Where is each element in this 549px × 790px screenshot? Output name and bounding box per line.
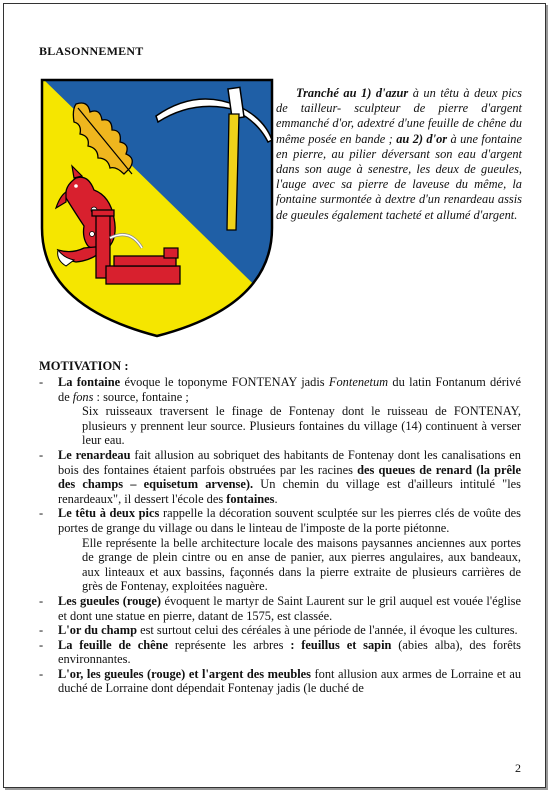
- bullet-dash: -: [39, 666, 44, 681]
- term: Les gueules (rouge): [58, 593, 162, 608]
- list-item-meubles: - L'or, les gueules (rouge) et l'argent des meubles font allusion aux armes de Lorraine et au duché de Lorraine dont dépendait Fontenay jadis (le duché de: [39, 666, 522, 696]
- term: La fontaine: [58, 375, 121, 389]
- bullet-dash: -: [39, 506, 44, 521]
- term: L'or du champ: [58, 623, 137, 638]
- motivation-list: [39, 375, 521, 696]
- page-number: 2: [515, 761, 521, 775]
- sub-paragraph: Elle représente la belle architecture locale des maisons paysannes anciennes aux portes de grange de plein cintre ou en anse de panier, aux pierres angulaires, aux bandeaux, aux linteaux et aux bassins, façonnés dans la pierre extraite de plusieurs carrières de grès de Fontenay, exploitées naguère.: [82, 535, 521, 594]
- list-item-fontaine: - La fontaine évoque le toponyme FONTENAY jadis Fontenetum du latin Fontanum dérivé de fons : source, fontaine ; Six ruisseaux traversent le finage de Fontenay dont le ruisseau de FONTENAY, plusieurs y prennent leur source. Plusieurs fontaines du village (14) continuent à verser leur eau.: [39, 375, 522, 448]
- blazon-text: [276, 86, 522, 223]
- blazon-part2-label: au 2) d'or: [396, 131, 448, 146]
- bullet-dash: -: [39, 623, 44, 638]
- sub-paragraph: Six ruisseaux traversent le finage de Fontenay dont le ruisseau de FONTENAY, plusieurs y prennent leur source. Plusieurs fontaines du village (14) continuent à verser leur eau.: [82, 404, 521, 448]
- list-item-tetu: - Le têtu à deux pics rappelle la décoration souvent sculptée sur les pierres clés de voûte des portes de grange du village ou dans le linteau de l'imposte de la porte piétonne. Elle représente la belle architecture locale des maisons paysannes anciennes aux portes de grange de plein cintre ou en anse de panier, aux pierres angulaires, aux bandeaux, aux linteaux et aux bassins, façonnés dans la pierre extraite de plusieurs carrières de grès de Fontenay, exploitées naguère.: [39, 506, 521, 594]
- coat-of-arms: [36, 78, 278, 340]
- blazon-part1-text: à un têtu à deux pics de tailleur- sculpteur de pierre d'argent emmanché d'or, adextré d'une feuille de chêne du même posée en bande ;: [276, 86, 522, 146]
- bullet-dash: -: [39, 593, 44, 608]
- term: L'or, les gueules (rouge) et l'argent des meubles: [58, 666, 311, 681]
- term: Le têtu à deux pics: [58, 506, 160, 521]
- bullet-dash: -: [39, 375, 44, 389]
- page-title: BLASONNEMENT: [39, 44, 144, 58]
- list-item-feuille-de-chene: - La feuille de chêne représente les arbres : feuillus et sapin (abies alba), des forêts environnantes.: [39, 637, 521, 667]
- list-item-renardeau: - Le renardeau fait allusion au sobriquet des habitants de Fontenay dont les canalisations en bois des fontaines étaient parfois obstruées par les racines des queues de renard (la prêle des champs – equisetum arvense). Un chemin du village est d'ailleurs intitulé "les renardeaux", il dessert l'école des fontaines.: [39, 447, 522, 506]
- list-item-or-du-champ: - L'or du champ est surtout celui des céréales à une période de l'année, il évoque les cultures.: [39, 623, 518, 638]
- motivation-heading: MOTIVATION :: [39, 359, 129, 373]
- blazon-part1-label: Tranché au 1) d'azur: [296, 86, 409, 100]
- term: La feuille de chêne: [58, 637, 169, 652]
- list-item-gueules: - Les gueules (rouge) évoquent le martyr de Saint Laurent sur le gril auquel est vouée l'église et dont une statue en pierre, datant de 1575, est classée.: [39, 593, 521, 623]
- bullet-dash: -: [39, 637, 44, 652]
- term: Le renardeau: [58, 447, 131, 462]
- blazon-part2-text: à une fontaine en pierre, au pilier déversant son eau d'argent dans son auge à senestre, les deux de gueules, l'auge avec sa pierre de laveuse du même, la fontaine surmontée à dextre d'un renardeau assis de gueules également tacheté et allumé d'argent.: [276, 131, 522, 222]
- bullet-dash: -: [39, 447, 44, 462]
- document-page: [3, 3, 546, 788]
